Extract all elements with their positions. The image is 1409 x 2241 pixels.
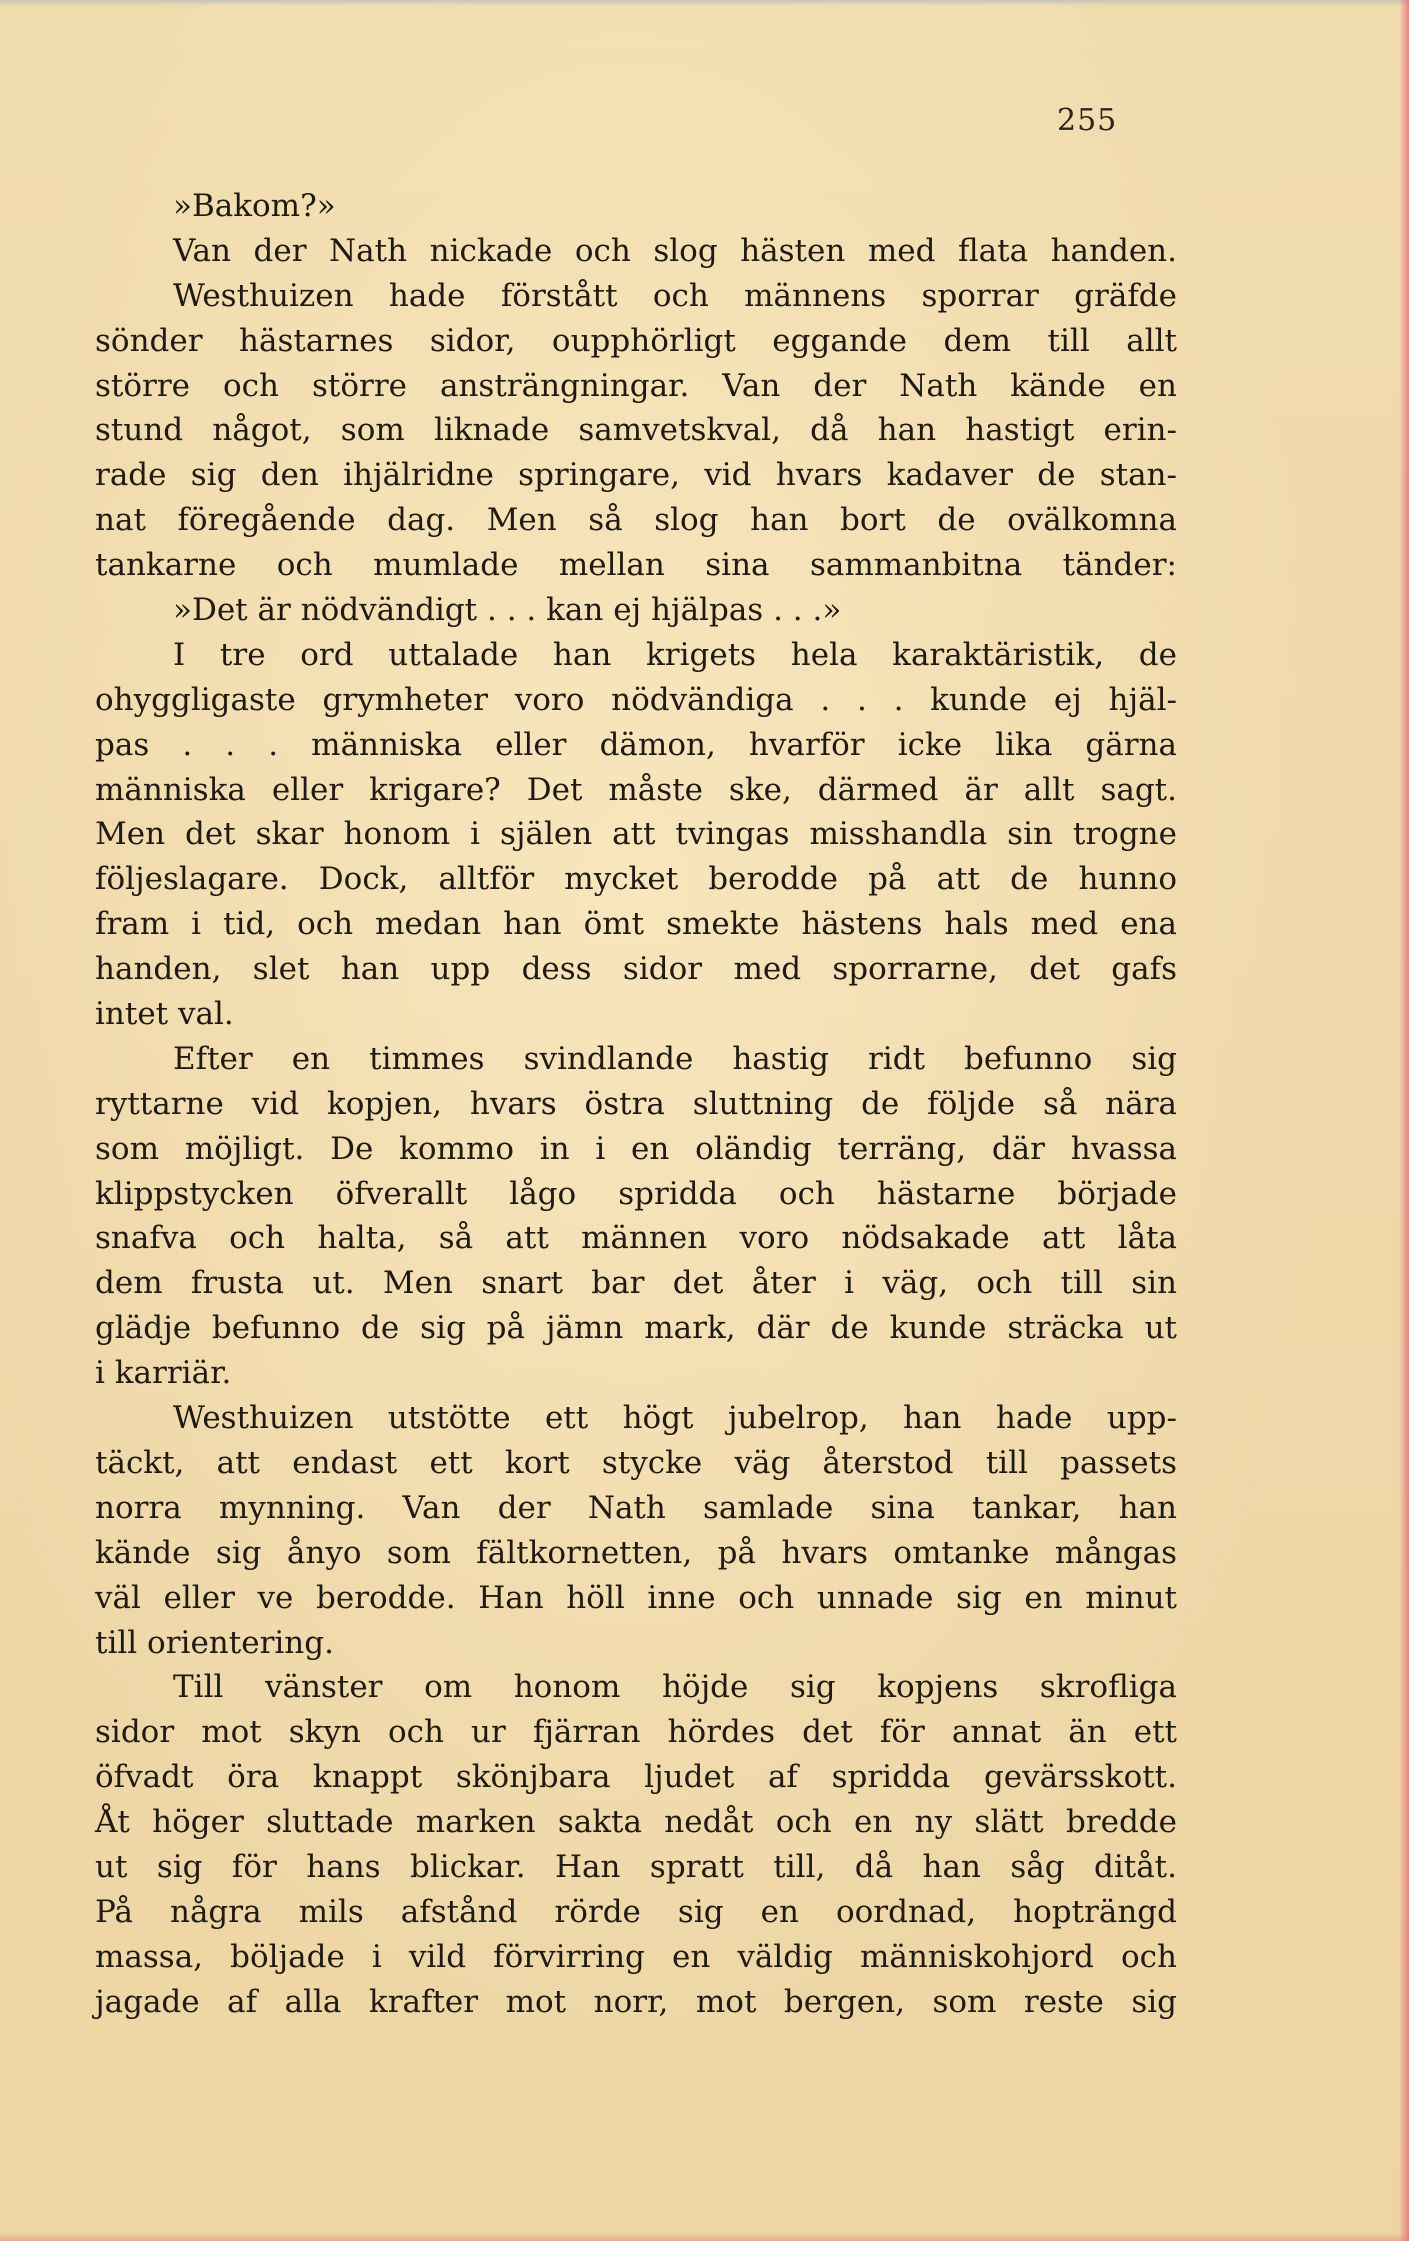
text-line: ryttarne vid kopjen, hvars östra sluttning de följde så nära [95,1085,1177,1122]
text-line: klippstycken öfverallt lågo spridda och hästarne började [95,1175,1177,1212]
body-text [95,184,1177,2025]
text-line: norra mynning. Van der Nath samlade sina tankar, han [95,1489,1177,1526]
text-line: som möjligt. De kommo in i en oländig terräng, där hvassa [95,1130,1177,1167]
text-line: glädje befunno de sig på jämn mark, där de kunde sträcka ut [95,1310,1177,1347]
page-number: 255 [1057,103,1118,138]
page-edge-bottom [0,2233,1409,2241]
text-line: nat föregående dag. Men så slog han bort de ovälkomna [95,502,1177,539]
text-line: Westhuizen hade förstått och männens sporrar gräfde [173,277,1177,314]
text-line: till orientering. [95,1624,334,1661]
text-line: ohyggligaste grymheter voro nödvändiga . . . kunde ej hjäl- [95,681,1177,718]
text-line: öfvadt öra knappt skönjbara ljudet af spridda gevärsskott. [95,1759,1177,1796]
text-line: i karriär. [95,1355,232,1392]
text-line: fram i tid, och medan han ömt smekte hästens hals med ena [95,906,1177,943]
text-line: intet val. [95,996,234,1033]
page-edge-top [0,0,1409,6]
text-line: sönder hästarnes sidor, oupphörligt eggande dem till allt [95,322,1177,359]
text-line: dem frusta ut. Men snart bar det åter i väg, och till sin [95,1265,1177,1302]
text-line: ut sig för hans blickar. Han spratt till, då han såg ditåt. [95,1848,1177,1885]
text-line: rade sig den ihjälridne springare, vid hvars kadaver de stan- [95,457,1177,494]
text-line: snafva och halta, så att männen voro nödsakade att låta [95,1220,1177,1257]
text-line: Efter en timmes svindlande hastig ridt befunno sig [173,1040,1177,1077]
text-line: sidor mot skyn och ur fjärran hördes det för annat än ett [95,1714,1177,1751]
text-line: större och större ansträngningar. Van der Nath kände en [95,367,1177,404]
text-line: tankarne och mumlade mellan sina sammanbitna tänder: [95,547,1177,584]
text-line: Van der Nath nickade och slog hästen med flata handen. [173,232,1177,269]
text-line: Till vänster om honom höjde sig kopjens skrofliga [173,1669,1177,1706]
text-line: Men det skar honom i själen att tvingas misshandla sin trogne [95,816,1177,853]
text-line: människa eller krigare? Det måste ske, därmed är allt sagt. [95,771,1177,808]
text-line: handen, slet han upp dess sidor med sporrarne, det gafs [95,951,1177,988]
text-line: stund något, som liknade samvetskval, då han hastigt erin- [95,412,1177,449]
text-line: massa, böljade i vild förvirring en väldig människohjord och [95,1938,1177,1975]
text-line: pas . . . människa eller dämon, hvarför icke lika gärna [95,726,1177,763]
text-line: Åt höger sluttade marken sakta nedåt och en ny slätt bredde [95,1804,1177,1841]
text-line: väl eller ve berodde. Han höll inne och unnade sig en minut [95,1579,1177,1616]
page-edge-right [1399,0,1409,2241]
text-line: jagade af alla krafter mot norr, mot bergen, som reste sig [95,1983,1177,2020]
text-line: »Bakom?» [173,188,336,224]
text-line: I tre ord uttalade han krigets hela karaktäristik, de [173,636,1177,673]
text-line: »Det är nödvändigt . . . kan ej hjälpas . . .» [173,592,842,629]
text-line: På några mils afstånd rörde sig en oordnad, hopträngd [95,1893,1177,1930]
text-line: följeslagare. Dock, alltför mycket berodde på att de hunno [95,861,1177,898]
text-line: Westhuizen utstötte ett högt jubelrop, han hade upp- [173,1400,1177,1437]
text-line: täckt, att endast ett kort stycke väg återstod till passets [95,1444,1177,1481]
text-line: kände sig ånyo som fältkornetten, på hvars omtanke mångas [95,1534,1177,1571]
